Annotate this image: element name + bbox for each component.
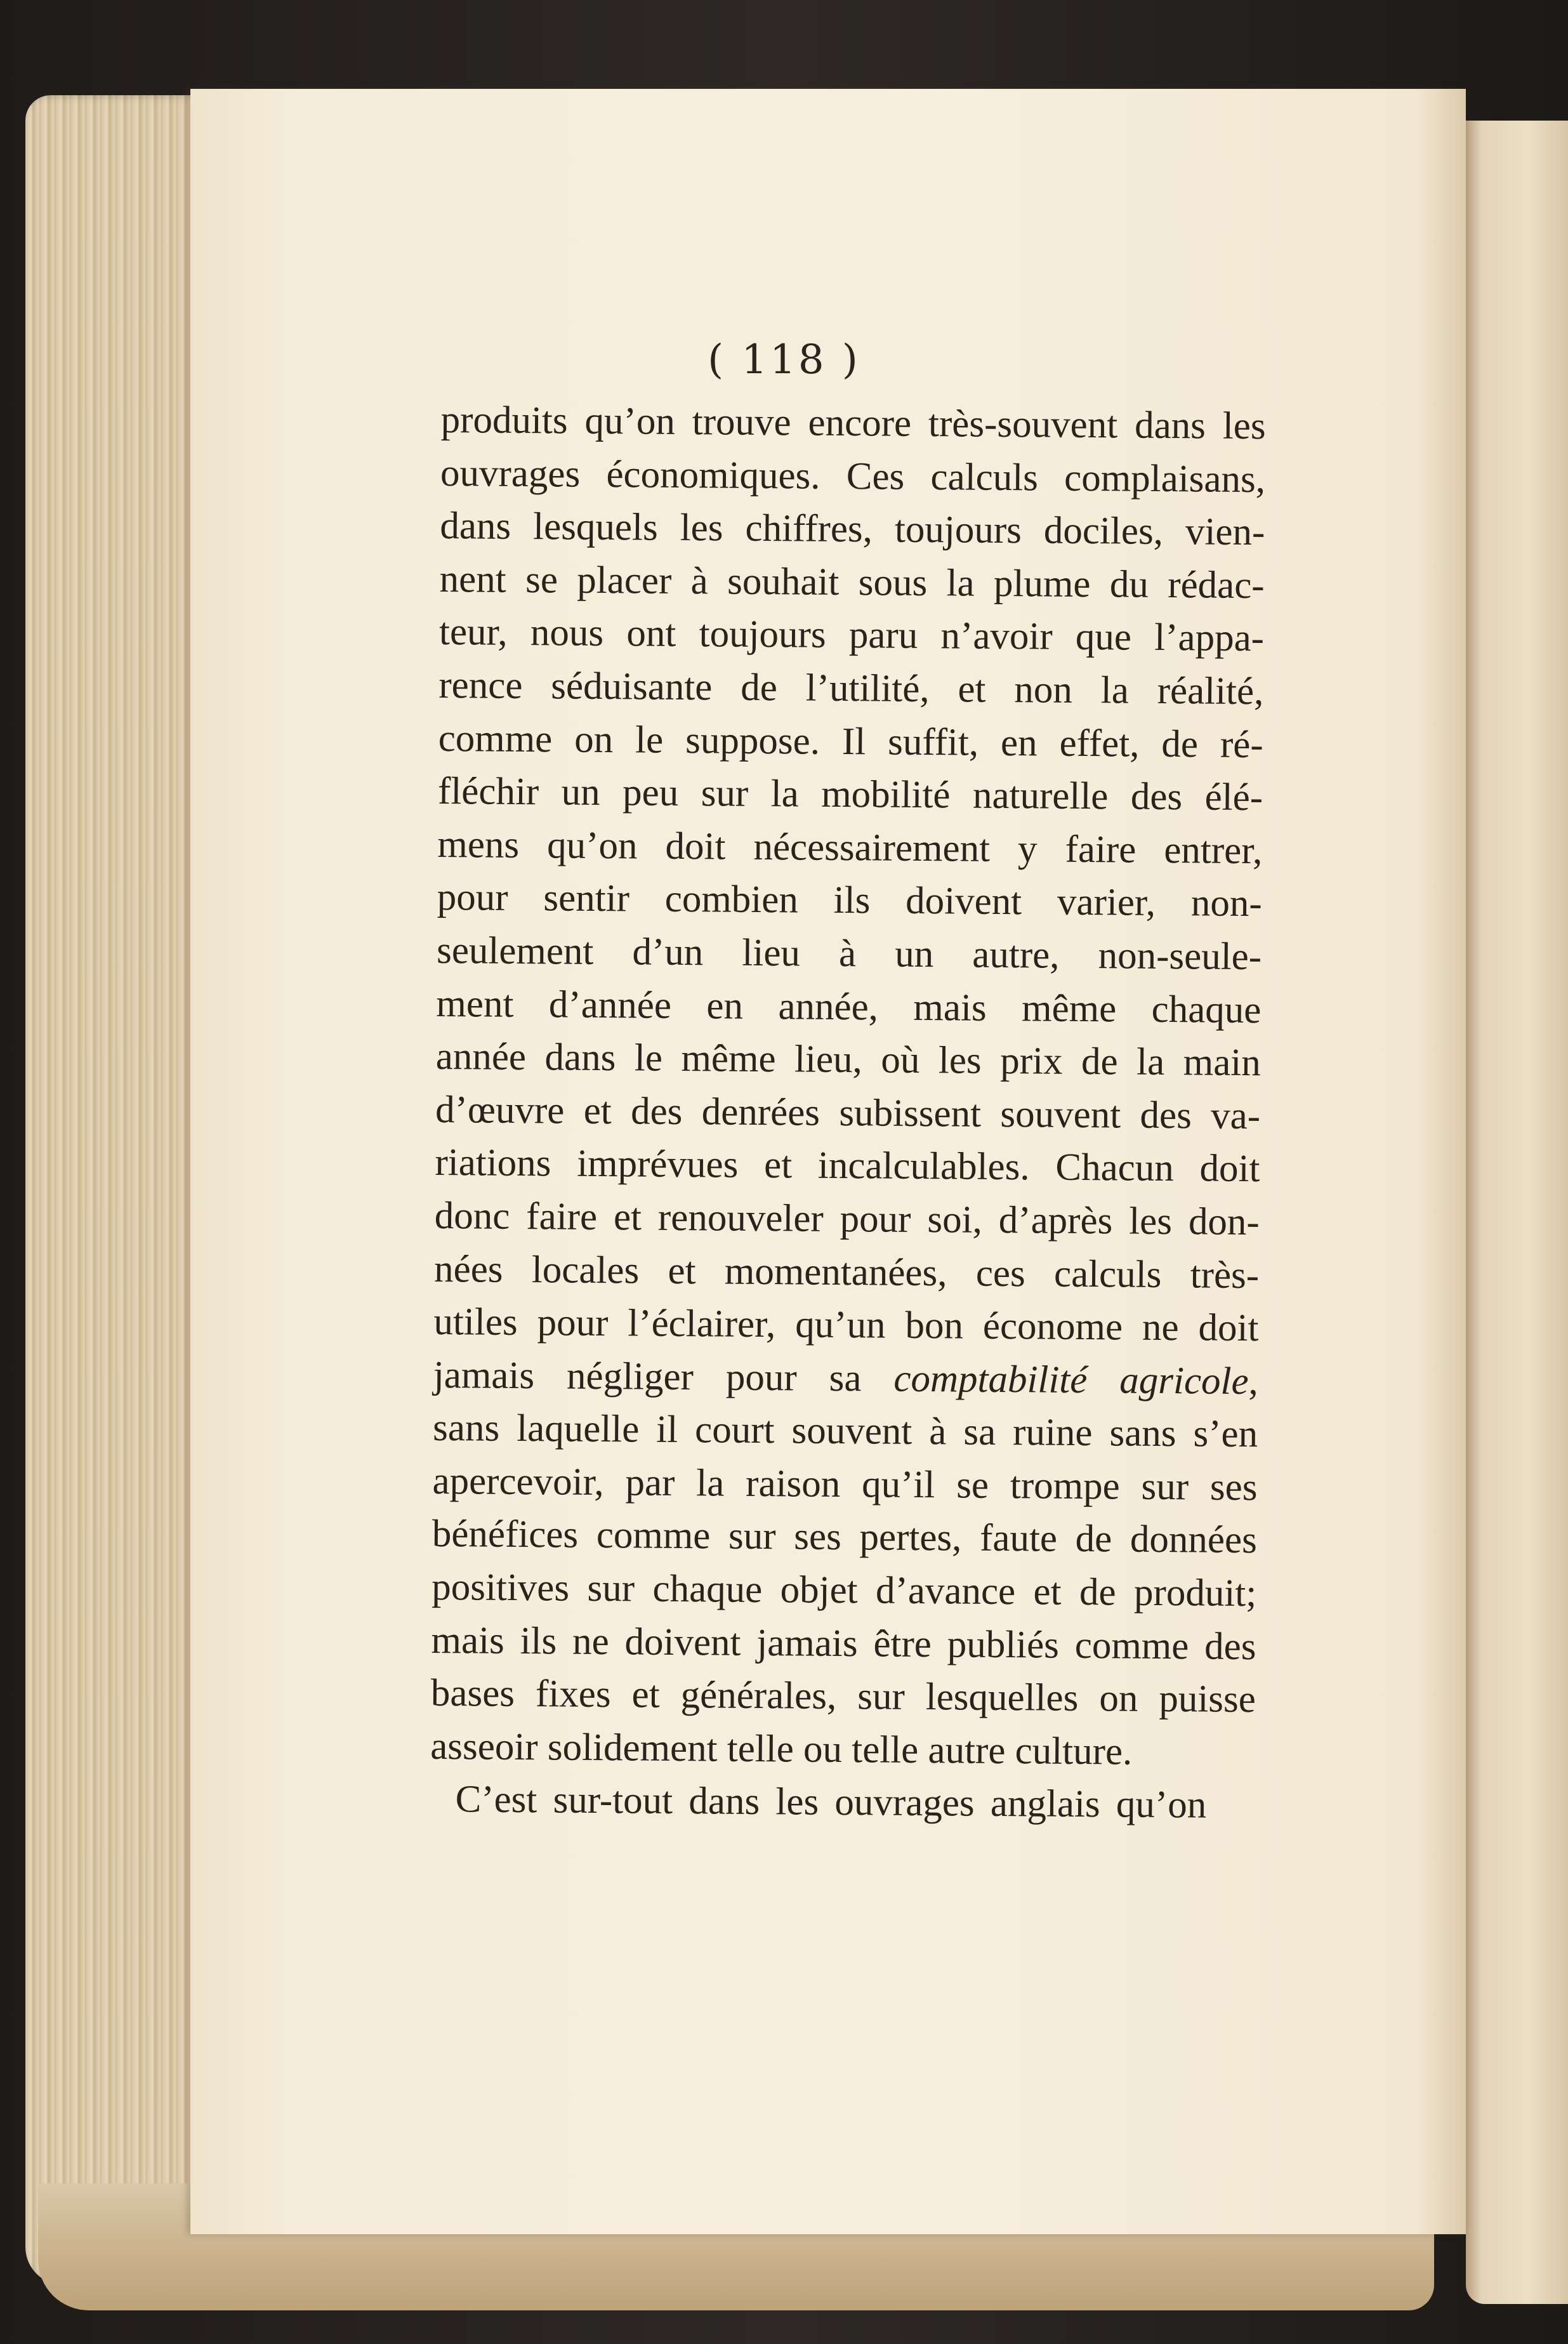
text-line-with-italic (433, 1349, 1259, 1408)
text-line: apercevoir, par la raison qu’il se trompe sur ses (432, 1459, 1258, 1509)
italic-trailing-comma: , (1248, 1360, 1259, 1403)
text-line: C’est sur-tout dans les ouvrages anglais qu’on (455, 1778, 1207, 1827)
text-line: mais ils ne doivent jamais être publiés comme des (431, 1619, 1256, 1668)
text-line: comme on le suppose. Il suffit, en effet, de ré- (438, 717, 1263, 766)
text-line: sans laquelle il court souvent à sa ruine sans s’en (432, 1407, 1258, 1456)
text-line: nées locales et momentanées, ces calculs très- (433, 1247, 1260, 1297)
text-line: teur, nous ont toujours paru n’avoir que l’appa- (438, 611, 1265, 660)
text-line: ouvrages économiques. Ces calculs complaisans, (440, 451, 1266, 501)
facing-page-edge (1466, 121, 1568, 2304)
text-line: ment d’année en année, mais même chaque (436, 982, 1262, 1031)
italic-phrase: comptabilité agricole (893, 1357, 1249, 1403)
text-line: rence séduisante de l’utilité, et non la réalité, (438, 663, 1264, 713)
text-line: fléchir un peu sur la mobilité naturelle des élé- (437, 770, 1263, 819)
body-text (430, 394, 1266, 1832)
text-line: d’œuvre et des denrées subissent souvent des va- (435, 1088, 1261, 1137)
page-number: ( 118 ) (708, 336, 860, 383)
text-line: nent se placer à souhait sous la plume du rédac- (439, 557, 1265, 607)
text-segment: jamais négliger pour sa (433, 1353, 862, 1400)
text-line: donc faire et renouveler pour soi, d’après les don- (434, 1194, 1260, 1244)
text-line: pour sentir combien ils doivent varier, non- (437, 876, 1262, 925)
text-line: mens qu’on doit nécessairement y faire entrer, (437, 823, 1263, 872)
text-line: riations imprévues et incalculables. Chacun doit (435, 1141, 1260, 1191)
text-line: positives sur chaque objet d’avance et de produit; (431, 1566, 1257, 1615)
text-line: seulement d’un lieu à un autre, non-seule- (436, 929, 1262, 979)
text-line: dans lesquels les chiffres, toujours dociles, vien- (440, 505, 1265, 554)
page-edges-left (25, 95, 216, 2285)
text-line: asseoir solidement telle ou telle autre culture. (430, 1725, 1133, 1773)
text-line: bases fixes et générales, sur lesquelles on puisse (430, 1672, 1256, 1721)
text-line: bénéfices comme sur ses pertes, faute de données (432, 1513, 1258, 1562)
text-line: année dans le même lieu, où les prix de la main (435, 1035, 1262, 1085)
text-line: produits qu’on trouve encore très-souvent dans les (440, 398, 1266, 448)
text-line: utiles pour l’éclairer, qu’un bon économe ne doit (433, 1301, 1259, 1350)
